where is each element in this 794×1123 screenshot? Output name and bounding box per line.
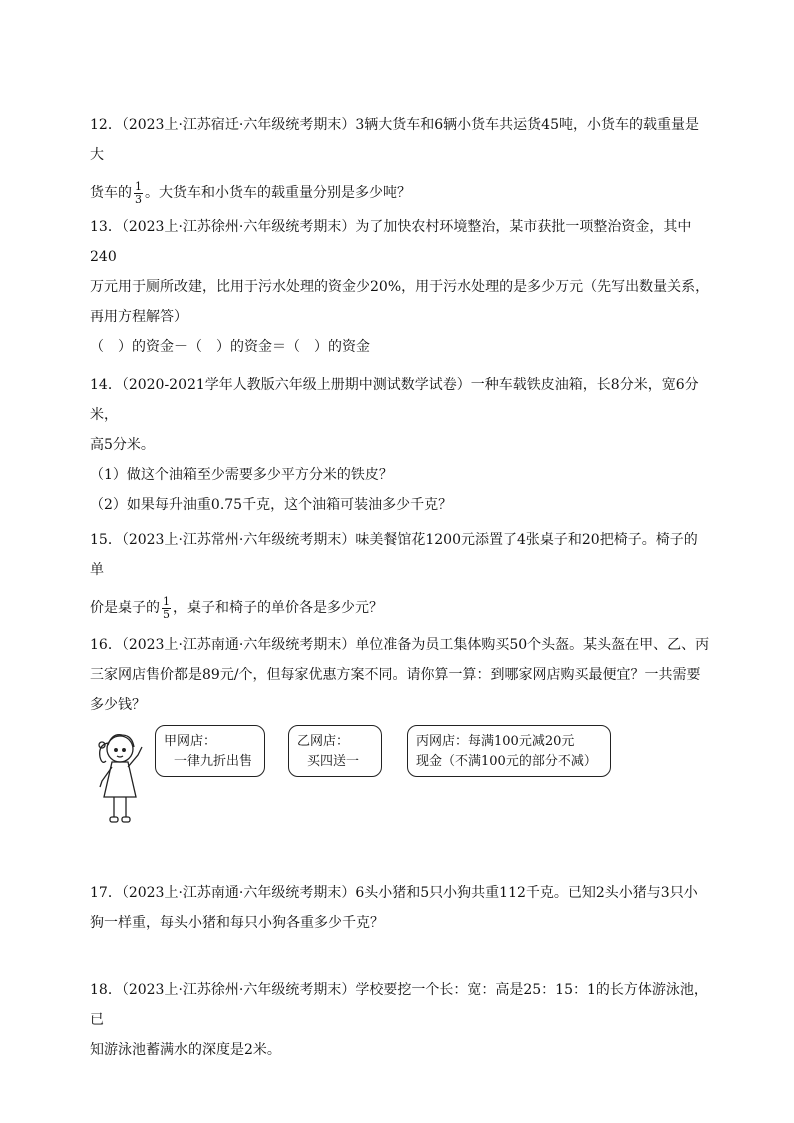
shop-c-box [407,725,611,777]
q14-sub1: （1）做这个油箱至少需要多少平方分米的铁皮？ [90,467,393,483]
question-17 [90,878,710,938]
q14-sub2: （2）如果每升油重0.75千克，这个油箱可装油多少千克？ [90,497,453,513]
q12-frac-den: 3 [135,192,142,206]
q12-line2 [90,178,710,208]
q12-line1: 12．（2023上·江苏宿迁·六年级统考期末）3辆大货车和6辆小货车共运货45吨，小货车的载重量是大 [90,117,699,163]
shop-c-offer: 现金（不满100元的部分不减） [416,754,597,769]
q12-fraction [134,181,143,206]
shop-a-offer: 一律九折出售 [174,754,253,769]
shop-b-offer: 买四送一 [307,754,360,769]
q13-line2: 万元用于厕所改建，比用于污水处理的资金少20%，用于污水处理的是多少万元（先写出数量关系， [90,279,710,295]
question-16 [90,630,710,720]
q14-line1: 14．（2020-2021学年人教版六年级上册期中测试数学试卷）一种车载铁皮油箱，长8分米，宽6分米， [90,377,699,423]
q12-frac-num: 1 [135,179,142,193]
q12-line2-post: 。大货车和小货车的载重量分别是多少吨？ [145,185,411,201]
q16-line1: 16．（2023上·江苏南通·六年级统考期末）单位准备为员工集体购买50个头盔。某头盔在甲、乙、丙 [90,637,710,653]
q18-line1: 18．（2023上·江苏徐州·六年级统考期末）学校要挖一个长：宽：高是25：15：1的长方体游泳池，已 [90,982,708,1028]
q18-line2: 知游泳池蓄满水的深度是2米。 [90,1042,281,1058]
q17-line1: 17．（2023上·江苏南通·六年级统考期末）6头小猪和5只小狗共重112千克。已知2头小猪与3只小 [90,885,698,901]
question-13 [90,212,710,362]
q13-line4: （ ）的资金－（ ）的资金＝（ ）的资金 [90,339,370,355]
shop-a-box [155,725,265,777]
shop-b-title: 乙网店： [297,734,350,749]
q15-frac-den: 5 [163,607,170,621]
shop-b-box [288,725,382,777]
q15-line2-pre: 价是桌子的 [90,600,160,616]
q15-line2-post: ，桌子和椅子的单价各是多少元？ [173,600,383,616]
q15-line2 [90,593,710,623]
q13-line1: 13．（2023上·江苏徐州·六年级统考期末）为了加快农村环境整治，某市获批一项整治资金，其中240 [90,219,692,265]
question-14 [90,370,710,520]
question-18 [90,975,710,1065]
q15-frac-num: 1 [163,594,170,608]
shop-c-title: 丙网店：每满100元减20元 [416,734,575,749]
q16-line2: 三家网店售价都是89元/个，但每家优惠方案不同。请你算一算：到哪家网店购买最便宜？一共需要 [90,667,701,683]
q14-line2: 高5分米。 [90,437,155,453]
question-15 [90,525,710,623]
girl-illustration [90,725,150,835]
question-12 [90,110,710,208]
q15-fraction [162,596,171,621]
q17-line2: 狗一样重，每头小猪和每只小狗各重多少千克？ [90,915,384,931]
q15-line1: 15．（2023上·江苏常州·六年级统考期末）味美餐馆花1200元添置了4张桌子和20把椅子。椅子的单 [90,532,698,578]
q13-line3: 再用方程解答） [90,309,188,325]
q16-line3: 多少钱？ [90,697,146,713]
shop-a-title: 甲网店： [164,734,217,749]
q12-line2-pre: 货车的 [90,185,132,201]
